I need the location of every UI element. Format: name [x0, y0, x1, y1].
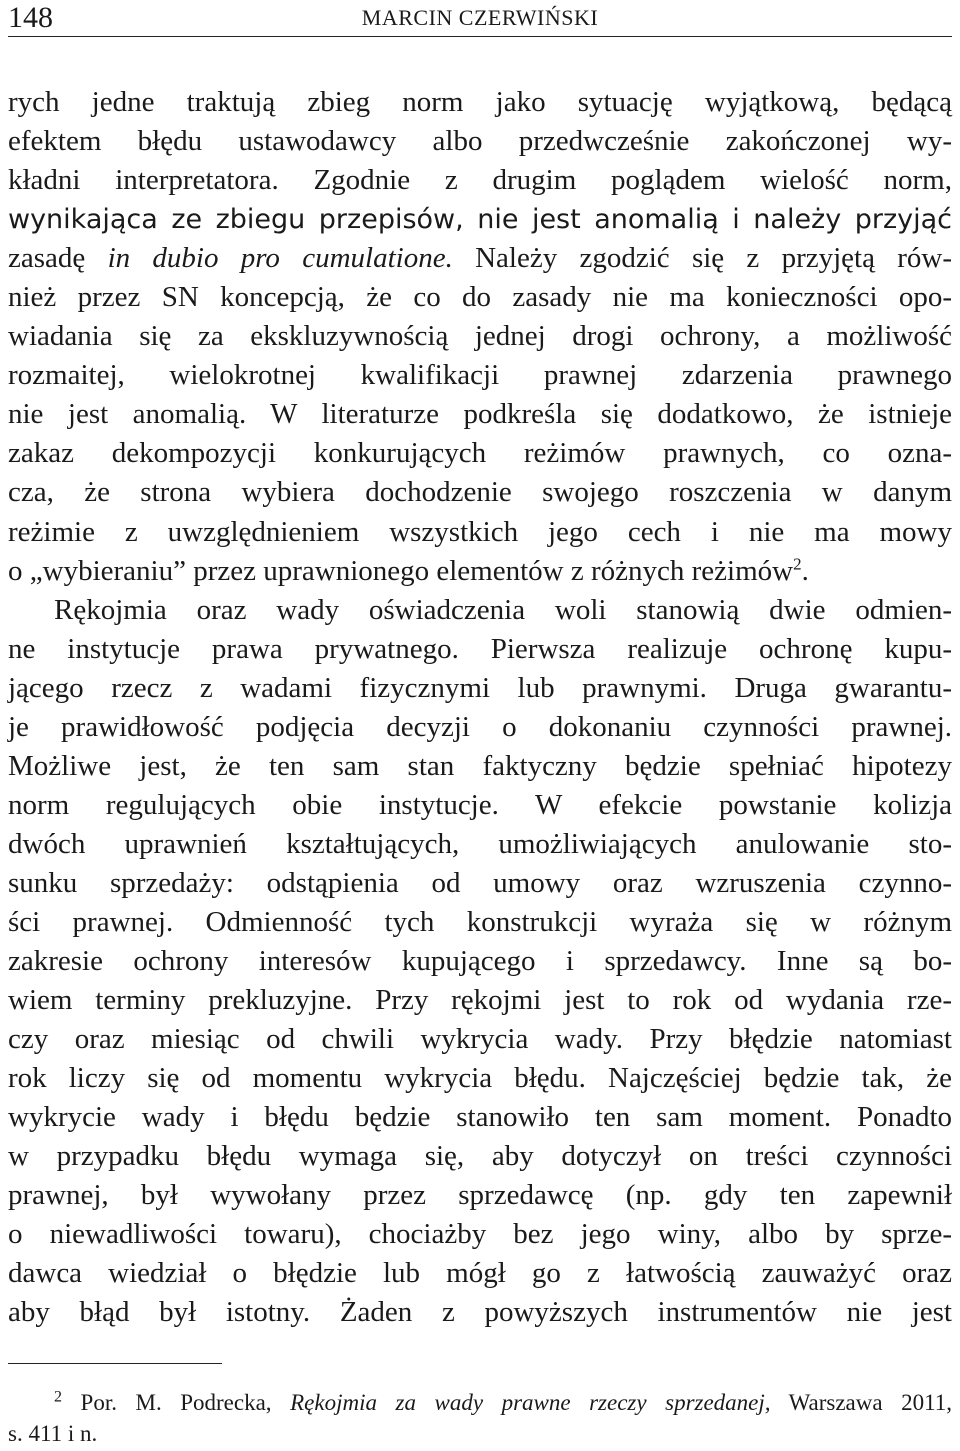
footnote-line: s. 411 i n. — [8, 1421, 98, 1446]
text-line: dwóch uprawnień kształtujących, umożliwiających anulowanie sto- — [8, 827, 952, 860]
text-fragment: zasadę — [8, 242, 108, 275]
text-line: cza, że strona wybiera dochodzenie swojego roszczenia w danym — [8, 476, 952, 509]
text-line: je prawidłowość podjęcia decyzji o dokonaniu czynności prawnej. — [8, 710, 952, 743]
running-head-author: MARCIN CZERWIŃSKI — [361, 5, 599, 30]
text-line: kładni interpretatora. Zgodnie z drugim poglądem wielość norm, — [8, 164, 952, 197]
text-line: jącego rzecz z wadami fizycznymi lub prawnymi. Druga gwarantu- — [8, 671, 952, 704]
footnote-line — [8, 1387, 952, 1418]
text-line: zakaz dekompozycji konkurujących reżimów prawnych, co ozna- — [8, 437, 952, 470]
footnote-text: Por. M. Podrecka, — [62, 1390, 291, 1415]
text-line: rych jedne traktują zbieg norm jako sytuację wyjątkową, będącą — [8, 86, 952, 118]
text-line: reżimie z uwzględnieniem wszystkich jego cech i nie ma mowy — [8, 515, 952, 548]
text-line: ści prawnej. Odmienność tych konstrukcji wyraża się w różnym — [8, 905, 952, 938]
text-line: wiadania się za ekskluzywnością jednej drogi ochrony, a możliwość — [8, 320, 952, 353]
text-line: sunku sprzedaży: odstąpienia od umowy oraz wzruszenia czynno- — [8, 866, 952, 899]
text-line: efektem błędu ustawodawcy albo przedwcześnie zakończonej wy- — [8, 125, 952, 158]
page-header — [8, 0, 952, 37]
footnote-reference: 2 — [793, 553, 802, 573]
page-number: 148 — [8, 1, 53, 34]
paragraph-first-line: Rękojmia oraz wady oświadczenia woli stanowią dwie odmien- — [54, 593, 952, 626]
footnote-marker: 2 — [54, 1388, 62, 1406]
text-line: o niewadliwości towaru), chociażby bez jego winy, albo by sprze- — [8, 1218, 952, 1251]
text-line — [8, 239, 952, 278]
text-line: Możliwe jest, że ten sam stan faktyczny będzie spełniać hipotezy — [8, 749, 952, 782]
text-fragment: . — [801, 554, 809, 587]
text-line: w przypadku błędu wymaga się, aby dotyczył on treści czynności — [8, 1140, 952, 1173]
text-fragment: o „wybieraniu” przez uprawnionego elementów z różnych reżimów — [8, 554, 794, 587]
text-line: norm regulujących obie instytucje. W efekcie powstanie kolizja — [8, 788, 952, 821]
text-line: ne instytucje prawa prywatnego. Pierwsza realizuje ochronę kupu- — [8, 632, 952, 665]
latin-phrase: in dubio pro cumulatione. — [107, 242, 453, 275]
text-line: nież przez SN koncepcją, że co do zasady nie ma konieczności opo- — [8, 281, 952, 314]
footnote — [8, 1387, 952, 1449]
text-line — [8, 552, 952, 591]
text-fragment: Należy zgodzić się z przyjętą rów- — [452, 242, 952, 275]
footnote-text: Warszawa 2011, — [770, 1390, 953, 1415]
text-line: wiem terminy prekluzyjne. Przy rękojmi jest to rok od wydania rze- — [8, 984, 952, 1017]
text-line: czy oraz miesiąc od chwili wykrycia wady. Przy błędzie natomiast — [8, 1023, 952, 1056]
text-line: wynikająca ze zbiegu przepisów, nie jest anomalią i należy przyjąć — [8, 204, 952, 236]
text-line: nie jest anomalią. W literaturze podkreśla się dodatkowo, że istnieje — [8, 398, 952, 431]
text-line: aby błąd był istotny. Żaden z powyższych instrumentów nie jest — [8, 1296, 952, 1329]
text-line: zakresie ochrony interesów kupującego i sprzedawcy. Inne są bo- — [8, 945, 952, 978]
footnote-cited-title: Rękojmia za wady prawne rzeczy sprzedanej, — [290, 1390, 771, 1415]
text-line: dawca wiedział o błędzie lub mógł go z łatwością zauważyć oraz — [8, 1257, 952, 1290]
text-line: prawnej, był wywołany przez sprzedawcę (np. gdy ten zapewnił — [8, 1179, 952, 1212]
text-line: rozmaitej, wielokrotnej kwalifikacji prawnej zdarzenia prawnego — [8, 359, 952, 392]
footnote-separator — [8, 1363, 222, 1364]
text-line: wykrycie wady i błędu będzie stanowiło ten sam moment. Ponadto — [8, 1101, 952, 1134]
body-text — [8, 83, 952, 1333]
text-line: rok liczy się od momentu wykrycia błędu. Najczęściej będzie tak, że — [8, 1062, 952, 1095]
